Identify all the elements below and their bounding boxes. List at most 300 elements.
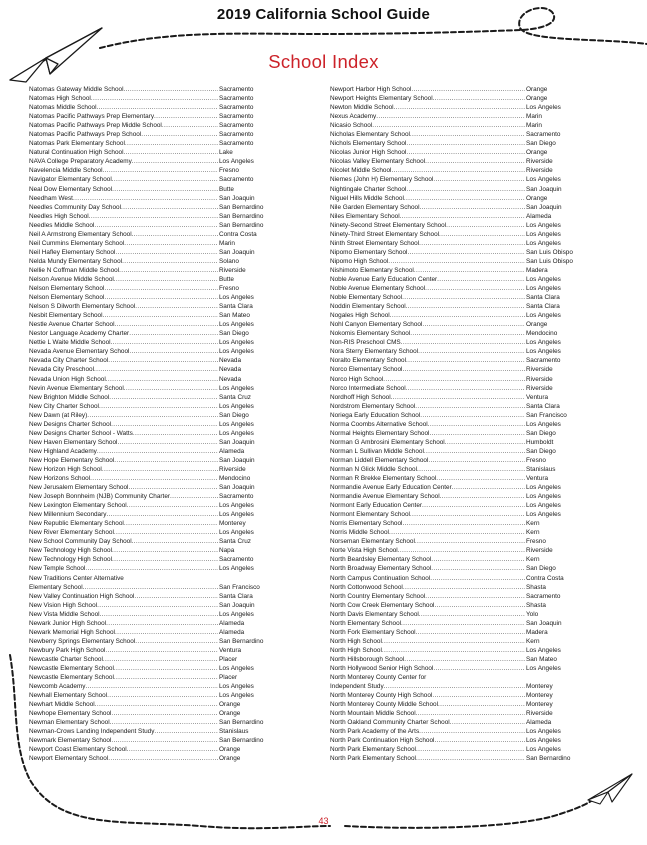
dot-leader xyxy=(104,284,218,293)
county-name: Los Angeles xyxy=(526,221,561,229)
dot-leader xyxy=(401,619,525,628)
county-name: Marin xyxy=(526,122,542,130)
list-item xyxy=(330,185,600,194)
list-item xyxy=(330,311,600,320)
school-name: New Joseph Bonnheim (NJB) Community Charter xyxy=(29,493,170,501)
dot-leader xyxy=(132,157,218,166)
school-name: Nightingale Charter School xyxy=(330,185,407,193)
school-name: Neil A Armstrong Elementary School xyxy=(29,230,132,238)
list-item xyxy=(330,203,600,212)
county-name: Santa Cruz xyxy=(219,393,251,401)
dot-leader xyxy=(114,275,218,284)
county-name: Shasta xyxy=(526,583,546,591)
list-item xyxy=(330,411,600,420)
county-name: Contra Costa xyxy=(219,230,257,238)
county-name: Nevada xyxy=(219,357,242,365)
dot-leader xyxy=(406,302,525,311)
list-item xyxy=(29,393,291,402)
dot-leader xyxy=(104,293,218,302)
list-item xyxy=(330,610,600,619)
dot-leader xyxy=(404,655,525,664)
list-item xyxy=(330,212,600,221)
dot-leader xyxy=(414,266,525,275)
dot-leader xyxy=(87,411,218,420)
list-item xyxy=(330,375,600,384)
list-item xyxy=(330,682,600,691)
dot-leader xyxy=(431,555,525,564)
school-name: Norte Vista High School xyxy=(330,547,398,555)
dot-leader xyxy=(154,727,218,736)
list-item xyxy=(29,664,291,673)
list-item xyxy=(330,94,600,103)
dot-leader xyxy=(389,528,525,537)
school-name: Nipomo Elementary School xyxy=(330,248,408,256)
list-item xyxy=(330,456,600,465)
school-name: Norco High School xyxy=(330,375,384,383)
dot-leader xyxy=(135,637,218,646)
school-name: Niemes (John H) Elementary School xyxy=(330,176,434,184)
page-title: School Index xyxy=(268,51,379,72)
list-item xyxy=(29,465,291,474)
list-item xyxy=(330,655,600,664)
school-name: Normandie Avenue Elementary School xyxy=(330,493,440,501)
dot-leader xyxy=(406,139,525,148)
dot-leader xyxy=(434,601,525,610)
dot-leader xyxy=(133,429,218,438)
list-item xyxy=(330,121,600,130)
school-list-right xyxy=(330,85,600,764)
school-name: Navigator Elementary School xyxy=(29,176,112,184)
dot-leader xyxy=(115,320,219,329)
county-name: Ventura xyxy=(526,393,549,401)
list-item xyxy=(29,103,291,112)
list-item xyxy=(330,103,600,112)
dot-leader xyxy=(109,393,218,402)
school-name: Nicolas Valley Elementary School xyxy=(330,158,426,166)
county-name: Kern xyxy=(526,556,540,564)
list-item xyxy=(330,248,600,257)
school-name: Natomas High School xyxy=(29,95,91,103)
county-name: Sacramento xyxy=(219,493,254,501)
list-item xyxy=(29,610,291,619)
school-name: North Oakland Community Charter School xyxy=(330,719,450,727)
list-item xyxy=(29,555,291,564)
dot-leader xyxy=(434,736,525,745)
county-name: Los Angeles xyxy=(526,239,561,247)
dot-leader xyxy=(410,329,525,338)
county-name: San Bernardino xyxy=(526,755,571,763)
list-item xyxy=(29,157,291,166)
dot-leader xyxy=(391,393,525,402)
list-item xyxy=(330,338,600,347)
dot-leader xyxy=(103,166,218,175)
list-item xyxy=(330,601,600,610)
school-name: Nogales High School xyxy=(330,312,390,320)
county-name: Mendocino xyxy=(219,475,251,483)
list-item xyxy=(29,293,291,302)
school-name: North Davis Elementary School xyxy=(330,610,419,618)
list-item xyxy=(29,284,291,293)
county-name: San Diego xyxy=(526,429,556,437)
list-item xyxy=(29,112,291,121)
school-name: New River Elementary School xyxy=(29,529,114,537)
school-name: Nelson Elementary School xyxy=(29,294,105,302)
dot-leader xyxy=(428,456,525,465)
list-item xyxy=(29,574,291,583)
school-name: Nevada City Preschool xyxy=(29,366,95,374)
school-name: Nevada Avenue Elementary School xyxy=(29,348,130,356)
county-name: Sacramento xyxy=(526,357,561,365)
school-name: Newcastle Elementary School xyxy=(29,665,114,672)
school-name: North Elementary School xyxy=(330,619,402,627)
county-name: Los Angeles xyxy=(219,294,254,302)
school-name: North Cottonwood School xyxy=(330,583,403,591)
county-name: Sacramento xyxy=(219,95,254,103)
school-name: Nohl Canyon Elementary School xyxy=(330,321,423,329)
dot-leader xyxy=(376,112,525,121)
school-name: New Republic Elementary School xyxy=(29,520,124,528)
list-item xyxy=(29,709,291,718)
school-name: Nelson S Dilworth Elementary School xyxy=(29,303,136,311)
list-item xyxy=(330,474,600,483)
dot-leader xyxy=(124,239,218,248)
list-item xyxy=(330,347,600,356)
list-item xyxy=(29,94,291,103)
county-name: Riverside xyxy=(526,375,553,383)
county-name: San Bernardino xyxy=(219,719,264,727)
school-name: New Dawn (at Riley) xyxy=(29,411,88,419)
dot-leader xyxy=(452,483,525,492)
county-name: Los Angeles xyxy=(526,230,561,238)
county-name: Los Angeles xyxy=(526,104,561,112)
school-name: Nishimoto Elementary School xyxy=(330,266,414,274)
dot-leader xyxy=(402,519,525,528)
school-name: Neal Dow Elementary School xyxy=(29,185,113,193)
county-name: Butte xyxy=(219,185,234,193)
school-name: Newport Elementary School xyxy=(29,755,109,763)
dot-leader xyxy=(94,365,218,374)
school-name: Natomas Park Elementary School xyxy=(29,140,125,148)
county-name: Placer xyxy=(219,655,238,663)
list-item xyxy=(29,718,291,727)
school-name: Newcomb Academy xyxy=(29,683,86,691)
county-name: Marin xyxy=(219,239,235,247)
list-item xyxy=(29,492,291,501)
county-name: San Diego xyxy=(219,411,249,419)
dot-leader xyxy=(418,347,525,356)
list-item xyxy=(330,637,600,646)
school-name: Noble Elementary School xyxy=(330,294,403,302)
county-name: Los Angeles xyxy=(219,529,254,537)
list-item xyxy=(29,583,291,592)
school-name: Needles High School xyxy=(29,212,89,220)
list-item xyxy=(29,130,291,139)
school-name: Norman N Glick Middle School xyxy=(330,465,418,473)
list-item xyxy=(330,157,600,166)
school-name: Ninety-Third Street Elementary School xyxy=(330,230,440,238)
school-name: Natomas Pacific Pathways Prep Elementary xyxy=(29,113,155,121)
dot-leader xyxy=(124,519,218,528)
dot-leader xyxy=(103,311,218,320)
list-item xyxy=(29,447,291,456)
county-name: Monterey xyxy=(526,701,553,709)
county-name: Alameda xyxy=(219,619,245,627)
list-item xyxy=(29,139,291,148)
dot-leader xyxy=(406,185,525,194)
school-name: Nordstrom Elementary School xyxy=(330,402,416,410)
dot-leader xyxy=(99,402,218,411)
list-item xyxy=(29,338,291,347)
list-item xyxy=(29,257,291,266)
list-item xyxy=(29,682,291,691)
county-name: Sacramento xyxy=(526,131,561,139)
county-name: Los Angeles xyxy=(526,420,561,428)
school-name: Nexus Academy xyxy=(330,113,377,121)
list-item xyxy=(29,601,291,610)
school-name: Nestor Language Academy Charter xyxy=(29,330,130,338)
county-name: Santa Cruz xyxy=(219,538,251,546)
dot-leader xyxy=(114,456,218,465)
county-name: Riverside xyxy=(526,710,553,718)
county-name: Santa Clara xyxy=(526,294,560,302)
dot-leader xyxy=(110,718,218,727)
county-name: San Mateo xyxy=(526,655,557,663)
list-item xyxy=(330,175,600,184)
county-name: Los Angeles xyxy=(219,511,254,519)
school-name: Normandie Avenue Early Education Center xyxy=(330,484,452,492)
school-name: Nicasio School xyxy=(330,122,373,130)
list-item xyxy=(29,302,291,311)
list-item xyxy=(29,474,291,483)
school-name: Niles Elementary School xyxy=(330,212,400,220)
list-item xyxy=(29,411,291,420)
county-name: Los Angeles xyxy=(526,728,561,736)
list-item xyxy=(29,483,291,492)
school-name: North Park Elementary School xyxy=(330,746,416,754)
county-name: Solano xyxy=(219,257,239,265)
page-number: 43 xyxy=(318,816,329,826)
dot-leader xyxy=(121,203,218,212)
dot-leader xyxy=(406,356,525,365)
school-name: Newport Harbor High School xyxy=(330,86,412,93)
county-name: Fresno xyxy=(219,167,239,175)
dot-leader xyxy=(103,655,218,664)
dot-leader xyxy=(416,709,525,718)
list-item xyxy=(29,673,291,682)
school-name: Newport Heights Elementary School xyxy=(330,95,433,103)
list-item xyxy=(330,438,600,447)
county-name: Fresno xyxy=(526,538,546,546)
school-name: Nicolet Middle School xyxy=(330,167,392,175)
county-name: Los Angeles xyxy=(219,321,254,329)
dot-leader xyxy=(391,166,525,175)
dot-leader xyxy=(417,465,525,474)
list-item xyxy=(330,284,600,293)
school-name: Nicholas Elementary School xyxy=(330,131,410,139)
school-name: North Beardsley Elementary School xyxy=(330,556,432,564)
school-name: North Cow Creek Elementary School xyxy=(330,601,435,609)
school-name: New Temple School xyxy=(29,565,86,573)
county-name: Sacramento xyxy=(219,113,254,121)
county-name: Los Angeles xyxy=(526,312,561,320)
list-item xyxy=(330,574,600,583)
school-name: Nile Garden Elementary School xyxy=(330,203,420,211)
list-item xyxy=(29,754,291,763)
dot-leader xyxy=(170,492,218,501)
county-name: Nevada xyxy=(219,366,242,374)
school-name: New Millennium Secondary xyxy=(29,511,107,519)
dot-leader xyxy=(112,185,218,194)
county-name: Riverside xyxy=(526,158,553,166)
county-name: San Mateo xyxy=(219,312,250,320)
county-name: San Joaquin xyxy=(219,438,255,446)
list-item xyxy=(330,519,600,528)
county-name: Lake xyxy=(219,149,233,157)
school-name: Nelson Elementary School xyxy=(29,285,105,293)
dot-leader xyxy=(420,203,525,212)
school-name: Norman Liddell Elementary School xyxy=(330,456,429,464)
list-item xyxy=(29,266,291,275)
school-name: New Horizon High School xyxy=(29,465,102,473)
dot-leader xyxy=(141,130,218,139)
county-name: San Joaquin xyxy=(526,185,562,193)
school-name: Normont Elementary School xyxy=(330,511,410,519)
county-name: San Joaquin xyxy=(219,248,255,256)
school-name: Norman R Brekke Elementary School xyxy=(330,475,437,483)
list-item xyxy=(330,320,600,329)
county-name: Los Angeles xyxy=(219,158,254,166)
county-name: Los Angeles xyxy=(526,348,561,356)
county-name: Sacramento xyxy=(219,122,254,130)
county-name: Sacramento xyxy=(219,86,254,93)
county-name: Los Angeles xyxy=(526,339,561,347)
school-name: Norris Middle School xyxy=(330,529,389,537)
dot-leader xyxy=(402,365,525,374)
dot-leader xyxy=(433,175,525,184)
county-name: Napa xyxy=(219,547,235,555)
dot-leader xyxy=(91,94,218,103)
dot-leader xyxy=(419,610,525,619)
list-item xyxy=(330,510,600,519)
list-item xyxy=(330,85,600,94)
county-name: San Joaquin xyxy=(219,484,255,492)
county-name: San Joaquin xyxy=(526,619,562,627)
list-item xyxy=(29,745,291,754)
school-name: Nelda Mundy Elementary School xyxy=(29,257,123,265)
list-item xyxy=(330,664,600,673)
county-name: Los Angeles xyxy=(219,429,254,437)
list-item xyxy=(29,438,291,447)
county-name: Alameda xyxy=(219,447,245,455)
list-item xyxy=(29,402,291,411)
dot-leader xyxy=(127,501,218,510)
school-name: NAVA College Preparatory Academy xyxy=(29,158,132,166)
county-name: San Francisco xyxy=(526,411,567,419)
county-name: Ventura xyxy=(219,646,242,654)
dot-leader xyxy=(433,664,525,673)
dot-leader xyxy=(107,691,218,700)
school-name: Neil Cummins Elementary School xyxy=(29,239,125,247)
school-name: Nevada Union High School xyxy=(29,375,106,383)
county-name: Orange xyxy=(219,755,241,763)
list-item xyxy=(29,185,291,194)
school-name: New Technology High School xyxy=(29,547,113,555)
school-name: Newport Coast Elementary School xyxy=(29,746,127,754)
school-name: Newton Middle School xyxy=(330,104,394,112)
county-name: Santa Clara xyxy=(219,592,253,600)
county-name: Sacramento xyxy=(219,131,254,139)
list-item xyxy=(29,85,291,94)
school-name: Norseman Elementary School xyxy=(330,538,415,546)
school-name: North Hollywood Senior High School xyxy=(330,665,434,672)
county-name: San Luis Obispo xyxy=(526,257,573,265)
dot-leader xyxy=(394,103,525,112)
list-item xyxy=(330,727,600,736)
list-item xyxy=(330,148,600,157)
school-name: Non-RIS Preschool CMS xyxy=(330,339,401,347)
school-name: Newcastle Charter School xyxy=(29,655,103,663)
list-item xyxy=(330,592,600,601)
school-name: New Haven Elementary School xyxy=(29,438,118,446)
county-name: Santa Clara xyxy=(526,402,560,410)
dot-leader xyxy=(425,157,525,166)
county-name: Los Angeles xyxy=(526,275,561,283)
school-name: Newark Junior High School xyxy=(29,619,107,627)
county-name: Kern xyxy=(526,520,540,528)
county-name: Santa Clara xyxy=(219,303,253,311)
school-name: Norco Elementary School xyxy=(330,366,403,374)
list-item xyxy=(330,483,600,492)
dot-leader xyxy=(400,212,525,221)
list-item xyxy=(330,501,600,510)
list-item xyxy=(29,221,291,230)
county-name: Los Angeles xyxy=(219,692,254,700)
school-name: Neil Hafley Elementary School xyxy=(29,248,116,256)
list-item xyxy=(330,239,600,248)
county-name: Humboldt xyxy=(526,438,554,446)
county-name: Los Angeles xyxy=(526,484,561,492)
list-item xyxy=(29,655,291,664)
dot-leader xyxy=(114,673,218,682)
list-item xyxy=(330,492,600,501)
school-name: Natomas Pacific Pathways Prep School xyxy=(29,131,142,139)
dot-leader xyxy=(388,257,525,266)
list-item xyxy=(330,402,600,411)
list-item xyxy=(29,628,291,637)
county-name: Madera xyxy=(526,266,548,274)
school-name: Ninety-Second Street Elementary School xyxy=(330,221,447,229)
dot-leader xyxy=(114,664,218,673)
list-item xyxy=(330,275,600,284)
school-name: Newcastle Elementary School xyxy=(29,674,114,682)
school-name: Independent Study xyxy=(330,683,384,691)
county-name: Monterey xyxy=(526,683,553,691)
dot-leader xyxy=(384,682,525,691)
list-item xyxy=(330,583,600,592)
dot-leader xyxy=(415,537,525,546)
school-name: Newmark Elementary School xyxy=(29,737,112,745)
county-name: Placer xyxy=(219,674,238,682)
list-item xyxy=(29,365,291,374)
school-name: Noralto Elementary School xyxy=(330,357,407,365)
dot-leader xyxy=(403,583,525,592)
dot-leader xyxy=(106,510,218,519)
dot-leader xyxy=(97,103,219,112)
county-name: Orange xyxy=(526,194,548,202)
county-name: Riverside xyxy=(219,266,246,274)
list-item xyxy=(330,166,600,175)
county-name: Los Angeles xyxy=(526,665,561,672)
